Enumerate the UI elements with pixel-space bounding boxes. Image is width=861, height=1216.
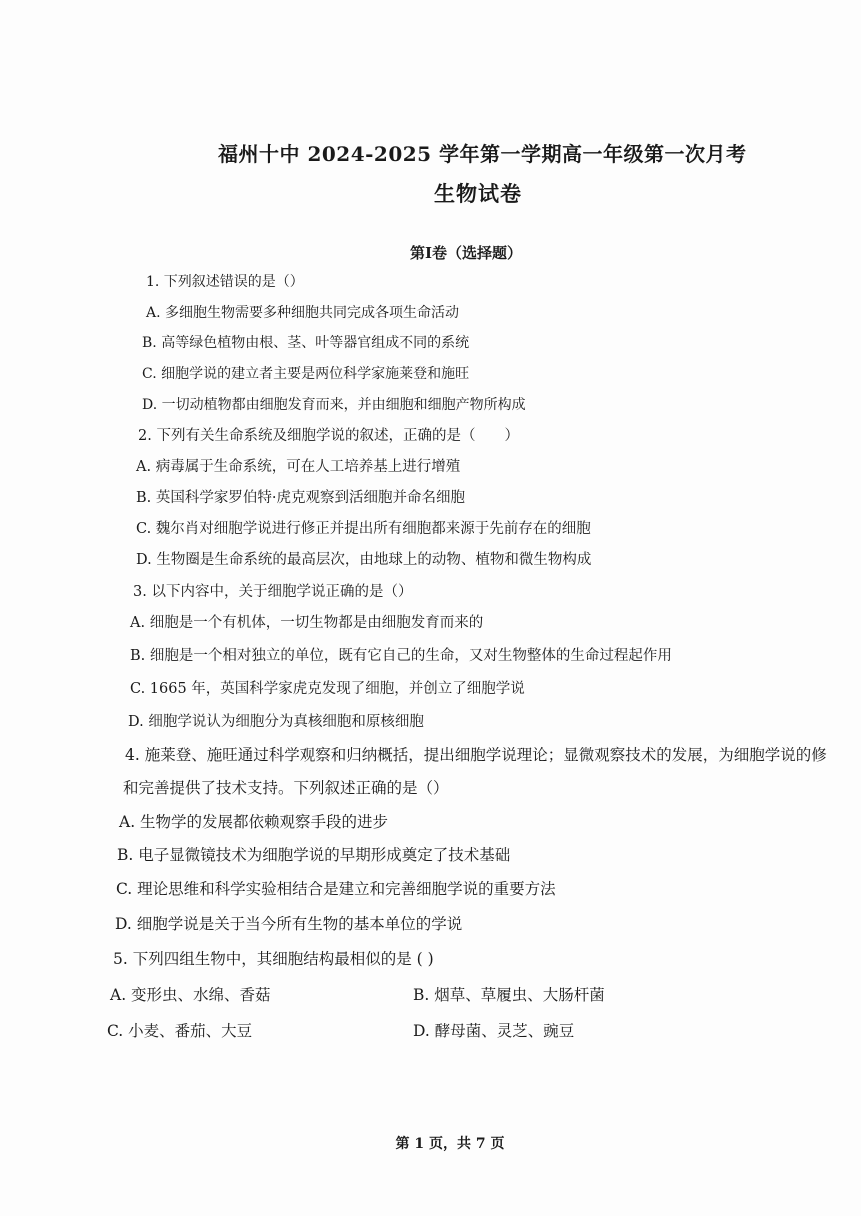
- question-2-option-c: C. 魏尔肖对细胞学说进行修正并提出所有细胞都来源于先前存在的细胞: [136, 521, 591, 537]
- question-4-option-a: A. 生物学的发展都依赖观察手段的进步: [119, 813, 389, 831]
- page-number: 第 1 页，共 7 页: [395, 1136, 505, 1152]
- question-5-option-c: C. 小麦、番茄、大豆: [107, 1022, 253, 1040]
- question-1-stem: 1. 下列叙述错误的是（）: [146, 274, 304, 290]
- question-1-option-d: D. 一切动植物都由细胞发育而来，并由细胞和细胞产物所构成: [142, 397, 526, 413]
- question-1-option-a: A. 多细胞生物需要多种细胞共同完成各项生命活动: [146, 305, 460, 321]
- exam-subtitle: 生物试卷: [434, 181, 522, 206]
- question-2-option-d: D. 生物圈是生命系统的最高层次，由地球上的动物、植物和微生物构成: [136, 552, 592, 568]
- exam-title: 福州十中 2024-2025 学年第一学期高一年级第一次月考: [218, 142, 747, 166]
- question-4-option-b: B. 电子显微镜技术为细胞学说的早期形成奠定了技术基础: [117, 846, 511, 864]
- question-2-option-b: B. 英国科学家罗伯特·虎克观察到活细胞并命名细胞: [136, 490, 465, 506]
- question-4-stem: 4. 施莱登、施旺通过科学观察和归纳概括，提出细胞学说理论；显微观察技术的发展，为细胞学说的修: [125, 746, 827, 764]
- question-4-option-c: C. 理论思维和科学实验相结合是建立和完善细胞学说的重要方法: [116, 880, 556, 898]
- question-3-option-d: D. 细胞学说认为细胞分为真核细胞和原核细胞: [128, 714, 424, 730]
- question-4-stem-continued: 和完善提供了技术支持。下列叙述正确的是（）: [123, 779, 449, 797]
- question-4-option-d: D. 细胞学说是关于当今所有生物的基本单位的学说: [115, 915, 463, 933]
- question-3-option-a: A. 细胞是一个有机体，一切生物都是由细胞发育而来的: [130, 615, 484, 631]
- section-heading: 第Ⅰ卷（选择题）: [409, 244, 523, 262]
- question-5-option-d: D. 酵母菌、灵芝、豌豆: [413, 1022, 575, 1040]
- question-2-option-a: A. 病毒属于生命系统，可在人工培养基上进行增殖: [136, 459, 461, 475]
- question-5-option-b: B. 烟草、草履虫、大肠杆菌: [413, 986, 605, 1004]
- question-3-option-b: B. 细胞是一个相对独立的单位，既有它自己的生命，又对生物整体的生命过程起作用: [130, 648, 672, 664]
- question-2-stem: 2. 下列有关生命系统及细胞学说的叙述，正确的是（ ）: [138, 428, 519, 444]
- question-1-option-b: B. 高等绿色植物由根、茎、叶等器官组成不同的系统: [142, 335, 470, 351]
- question-5-stem: 5. 下列四组生物中，其细胞结构最相似的是 ( ): [113, 950, 434, 968]
- question-3-option-c: C. 1665 年，英国科学家虎克发现了细胞，并创立了细胞学说: [130, 681, 525, 697]
- question-3-stem: 3. 以下内容中，关于细胞学说正确的是（）: [133, 584, 413, 600]
- question-5-option-a: A. 变形虫、水绵、香菇: [110, 986, 271, 1004]
- question-1-option-c: C. 细胞学说的建立者主要是两位科学家施莱登和施旺: [142, 366, 470, 382]
